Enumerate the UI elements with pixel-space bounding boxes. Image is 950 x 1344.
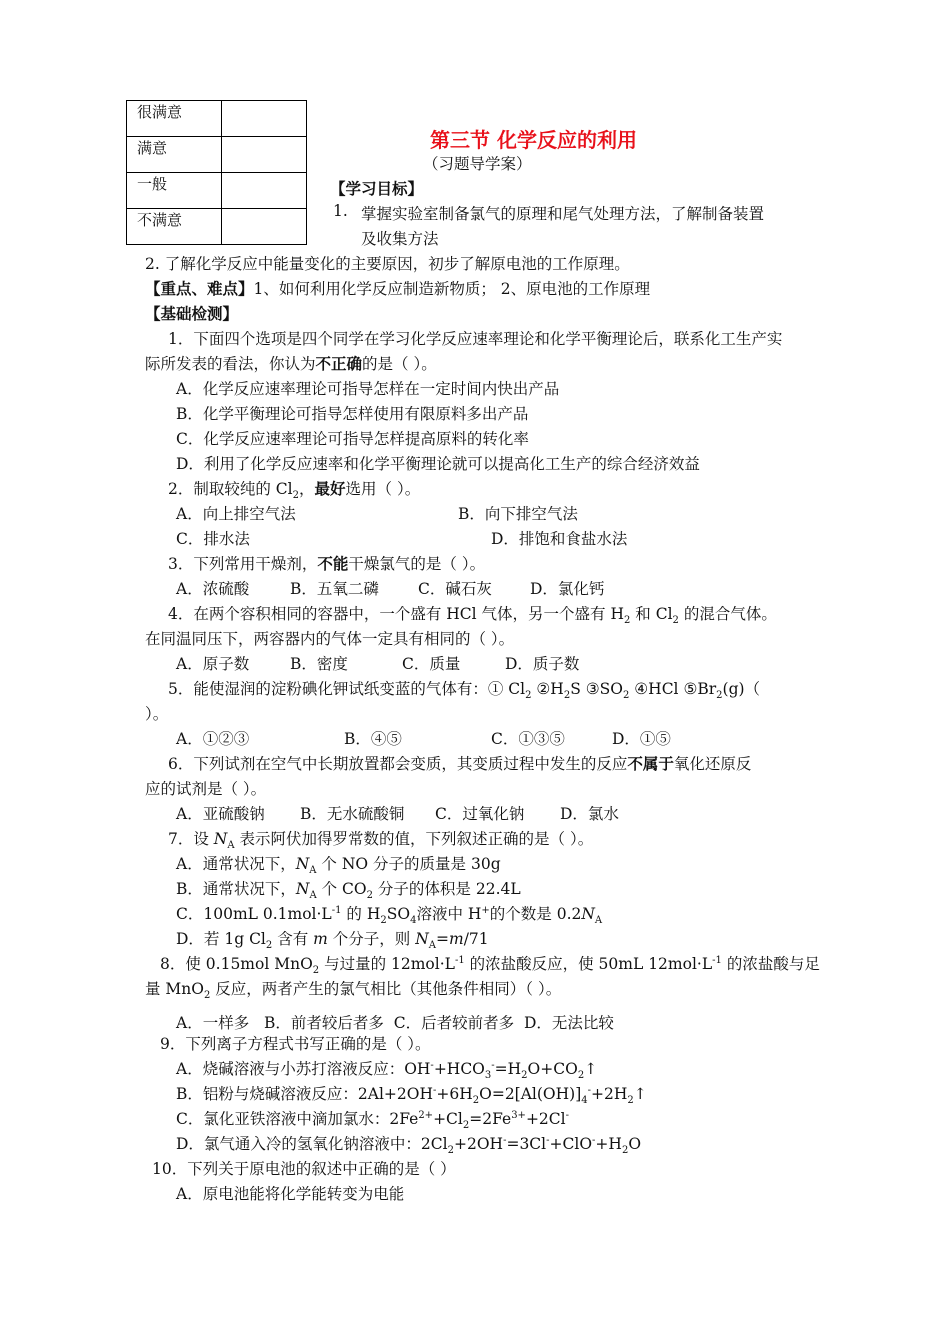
- q1-line2: 际所发表的看法，你认为不正确的是（ ）。: [145, 354, 437, 373]
- q3-stem: 3．下列常用干燥剂，不能干燥氯气的是（ ）。: [168, 554, 486, 573]
- q7-option-c: C．100mL $0.1mol\cdot L^{-1}$ 的 $H_2SO_4$溶液中 H+的个数是 $0.2N_A$: [176, 904, 603, 927]
- goal-1-line2: 及收集方法: [361, 230, 439, 248]
- rating-box[interactable]: [222, 137, 307, 173]
- key-points: 【重点、难点】1、如何利用化学反应制造新物质； 2、原电池的工作原理: [145, 279, 651, 298]
- rating-box[interactable]: [222, 173, 307, 209]
- q2-option-c: C．排水法: [176, 530, 250, 548]
- q10-stem: 10．下列关于原电池的叙述中正确的是（ ）: [152, 1160, 456, 1178]
- goal-1-number: 1.: [333, 202, 348, 220]
- q5-option-c: C．①③⑤: [491, 730, 565, 748]
- rating-satisfied: 满意: [127, 137, 222, 173]
- page-subtitle: （习题导学案）: [423, 155, 532, 173]
- q9-option-d: D．氯气通入冷的氢氧化钠溶液中：$2Cl_2+2OH^-=3Cl^-+ClO^-+H_2O$: [176, 1134, 642, 1157]
- rating-box[interactable]: [222, 209, 307, 245]
- q3-option-b: B．五氧二磷: [290, 580, 379, 598]
- goal-1-line1: 掌握实验室制备氯气的原理和尾气处理方法，了解制备装置: [361, 205, 765, 223]
- q6-line1: 6．下列试剂在空气中长期放置都会变质，其变质过程中发生的反应不属于氧化还原反: [168, 754, 752, 773]
- rating-average: 一般: [127, 173, 222, 209]
- q7-stem: 7．设 $N_A$ 表示阿伏加得罗常数的值，下列叙述正确的是（ ）。: [168, 830, 594, 852]
- q1-option-c: C．化学反应速率理论可指导怎样提高原料的转化率: [176, 430, 529, 448]
- q6-option-b: B．无水硫酸铜: [300, 805, 405, 823]
- q9-option-b: B．铝粉与烧碱溶液反应：$2Al+2OH^-+6H_2O=2[Al(OH)]_4^-+2H_2↑$: [176, 1084, 647, 1107]
- rating-unsatisfied: 不满意: [127, 209, 222, 245]
- q8-option-a: A．一样多: [176, 1014, 250, 1032]
- q2-option-d: D．排饱和食盐水法: [491, 530, 628, 548]
- q1-option-b: B．化学平衡理论可指导怎样使用有限原料多出产品: [176, 405, 529, 423]
- q1-line1: 1．下面四个选项是四个同学在学习化学反应速率理论和化学平衡理论后，联系化工生产实: [168, 330, 783, 348]
- q8-option-b: B．前者较后者多: [263, 1014, 384, 1032]
- q5-option-d: D．①⑤: [612, 730, 671, 748]
- q4-option-a: A．原子数: [176, 655, 250, 673]
- q1-option-a: A．化学反应速率理论可指导怎样在一定时间内快出产品: [176, 380, 560, 398]
- q9-stem: 9．下列离子方程式书写正确的是（ ）。: [160, 1035, 431, 1053]
- q6-line2: 应的试剂是（ ）。: [145, 780, 267, 798]
- rating-box[interactable]: [222, 101, 307, 137]
- q8-option-c: C．后者较前者多: [393, 1014, 515, 1032]
- q5-line1: 5．能使湿润的淀粉碘化钾试纸变蓝的气体有：① $Cl_2$ $②H_2S$ $③SO_2$ ④HCl $⑤Br_2(g)$（: [168, 680, 761, 702]
- q5-option-a: A．①②③: [176, 730, 250, 748]
- q4-line1: 4．在两个容积相同的容器中，一个盛有 HCl 气体，另一个盛有 $H_2$ 和 $Cl_2$ 的混合气体。: [168, 605, 777, 627]
- q10-option-a: A．原电池能将化学能转变为电能: [176, 1185, 405, 1203]
- q7-option-d: D．若 1g $Cl_2$ 含有 m 个分子，则 $N_A=m/71$: [176, 930, 489, 952]
- q6-option-a: A．亚硫酸钠: [176, 805, 265, 823]
- q3-option-a: A．浓硫酸: [176, 580, 250, 598]
- q9-option-c: C．氯化亚铁溶液中滴加氯水：$2Fe^{2+}+Cl_2=2Fe^{3+}+2Cl^-$: [176, 1109, 569, 1132]
- q7-option-b: B．通常状况下，$N_A$ 个 $CO_2$ 分子的体积是 22.4L: [176, 880, 521, 902]
- q4-option-d: D．质子数: [505, 655, 580, 673]
- q8-line2: 量 MnO$_2$ 反应，两者产生的氯气相比（其他条件相同）（ ）。: [145, 980, 562, 1002]
- q2-stem: 2．制取较纯的 $Cl_2$，最好选用（ ）。: [168, 479, 421, 502]
- q4-option-c: C．质量: [402, 655, 461, 673]
- basic-check-heading: 【基础检测】: [145, 304, 239, 323]
- page-title: 第三节 化学反应的利用: [430, 128, 637, 152]
- q3-option-d: D．氯化钙: [530, 580, 605, 598]
- q5-option-b: B．④⑤: [344, 730, 402, 748]
- goals-heading: 【学习目标】: [330, 179, 424, 198]
- q5-line2: ）。: [145, 705, 169, 723]
- q2-option-a: A．向上排空气法: [176, 505, 296, 523]
- q7-option-a: A．通常状况下，$N_A$ 个 NO 分子的质量是 30g: [176, 855, 501, 877]
- goal-2: 2. 了解化学反应中能量变化的主要原因，初步了解原电池的工作原理。: [145, 255, 630, 273]
- q4-option-b: B．密度: [290, 655, 348, 673]
- rating-very-satisfied: 很满意: [127, 101, 222, 137]
- q8-options: [176, 1011, 614, 1033]
- q4-line2: 在同温同压下，两容器内的气体一定具有相同的（ ）。: [145, 630, 515, 648]
- q2-option-b: B．向下排空气法: [458, 505, 578, 523]
- satisfaction-table: [126, 100, 307, 245]
- q6-option-d: D．氯水: [560, 805, 619, 823]
- q8-line1: 8．使 0.15mol MnO$_2$ 与过量的 $12mol\cdot L^{-1}$ 的浓盐酸反应，使 50mL $12mol\cdot L^{-1}$ 的浓盐酸与足: [160, 954, 820, 977]
- q9-option-a: A．烧碱溶液与小苏打溶液反应：$OH^-+HCO_3^-=H_2O+CO_2↑$: [176, 1059, 598, 1082]
- q8-option-d: D．无法比较: [523, 1014, 614, 1032]
- q3-option-c: C．碱石灰: [418, 580, 492, 598]
- q6-option-c: C．过氧化钠: [435, 805, 525, 823]
- q1-option-d: D．利用了化学反应速率和化学平衡理论就可以提高化工生产的综合经济效益: [176, 455, 700, 473]
